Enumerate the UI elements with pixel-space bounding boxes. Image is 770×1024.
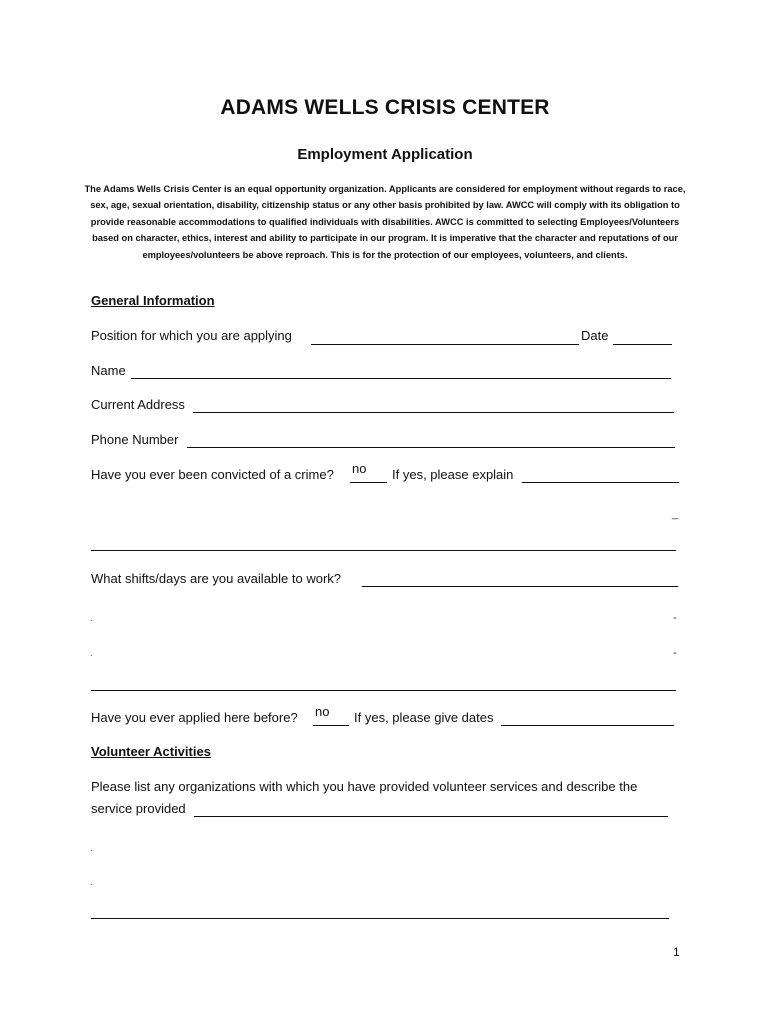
form-subtitle: Employment Application xyxy=(297,146,473,163)
line-marker: . xyxy=(90,613,93,623)
name-field[interactable] xyxy=(131,378,671,379)
page-number: 1 xyxy=(673,945,680,959)
phone-label: Phone Number xyxy=(91,432,179,447)
volunteer-prompt-continued: service provided xyxy=(91,801,186,816)
applied-dates-field[interactable] xyxy=(501,725,674,726)
phone-field[interactable] xyxy=(187,447,675,448)
section-heading-volunteer: Volunteer Activities xyxy=(91,744,211,759)
line-marker: - xyxy=(673,647,677,659)
address-label: Current Address xyxy=(91,397,185,412)
crime-answer-field[interactable] xyxy=(350,482,387,483)
crime-explain-label: If yes, please explain xyxy=(392,467,514,482)
shifts-line[interactable] xyxy=(91,690,676,691)
address-field[interactable] xyxy=(193,412,674,413)
line-marker: . xyxy=(90,877,93,887)
date-field[interactable] xyxy=(613,344,672,345)
intro-paragraph: The Adams Wells Crisis Center is an equal opportunity organization. Applicants are considered for employment without regards to race, sex, age, sexual orientation, disability, citizenship status or any other basis prohibited by law. AWCC will comply with its obligation to provide reasonable accommodations to qualified individuals with disabilities. AWCC is committed to selecting Employees/Volunteers based on character, ethics, interest and ability to participate in our program. It is imperative that the character and reputations of our employees/volunteers be above reproach. This is for the protection of our employees, volunteers, and clients. xyxy=(84,184,686,260)
line-marker: . xyxy=(90,648,93,658)
crime-label: Have you ever been convicted of a crime? xyxy=(91,467,334,482)
section-heading-general: General Information xyxy=(91,293,215,308)
crime-explain-line[interactable] xyxy=(91,550,676,551)
applied-label: Have you ever applied here before? xyxy=(91,710,298,725)
position-field[interactable] xyxy=(311,344,579,345)
line-marker: - xyxy=(673,612,677,624)
applied-answer: no xyxy=(315,704,330,719)
volunteer-prompt: Please list any organizations with which you have provided volunteer services and describe the xyxy=(91,779,638,794)
applied-dates-label: If yes, please give dates xyxy=(354,710,494,725)
line-marker: . xyxy=(90,843,93,853)
crime-explain-field[interactable] xyxy=(522,482,679,483)
shifts-field[interactable] xyxy=(362,586,678,587)
position-label: Position for which you are applying xyxy=(91,328,292,343)
volunteer-line[interactable] xyxy=(91,918,669,919)
page-title: ADAMS WELLS CRISIS CENTER xyxy=(220,96,550,119)
continuation-mark: _ xyxy=(672,508,679,520)
name-label: Name xyxy=(91,363,126,378)
crime-answer: no xyxy=(352,461,367,476)
applied-answer-field[interactable] xyxy=(313,725,349,726)
shifts-label: What shifts/days are you available to work? xyxy=(91,571,342,586)
date-label: Date xyxy=(581,328,609,343)
volunteer-field[interactable] xyxy=(194,816,668,817)
